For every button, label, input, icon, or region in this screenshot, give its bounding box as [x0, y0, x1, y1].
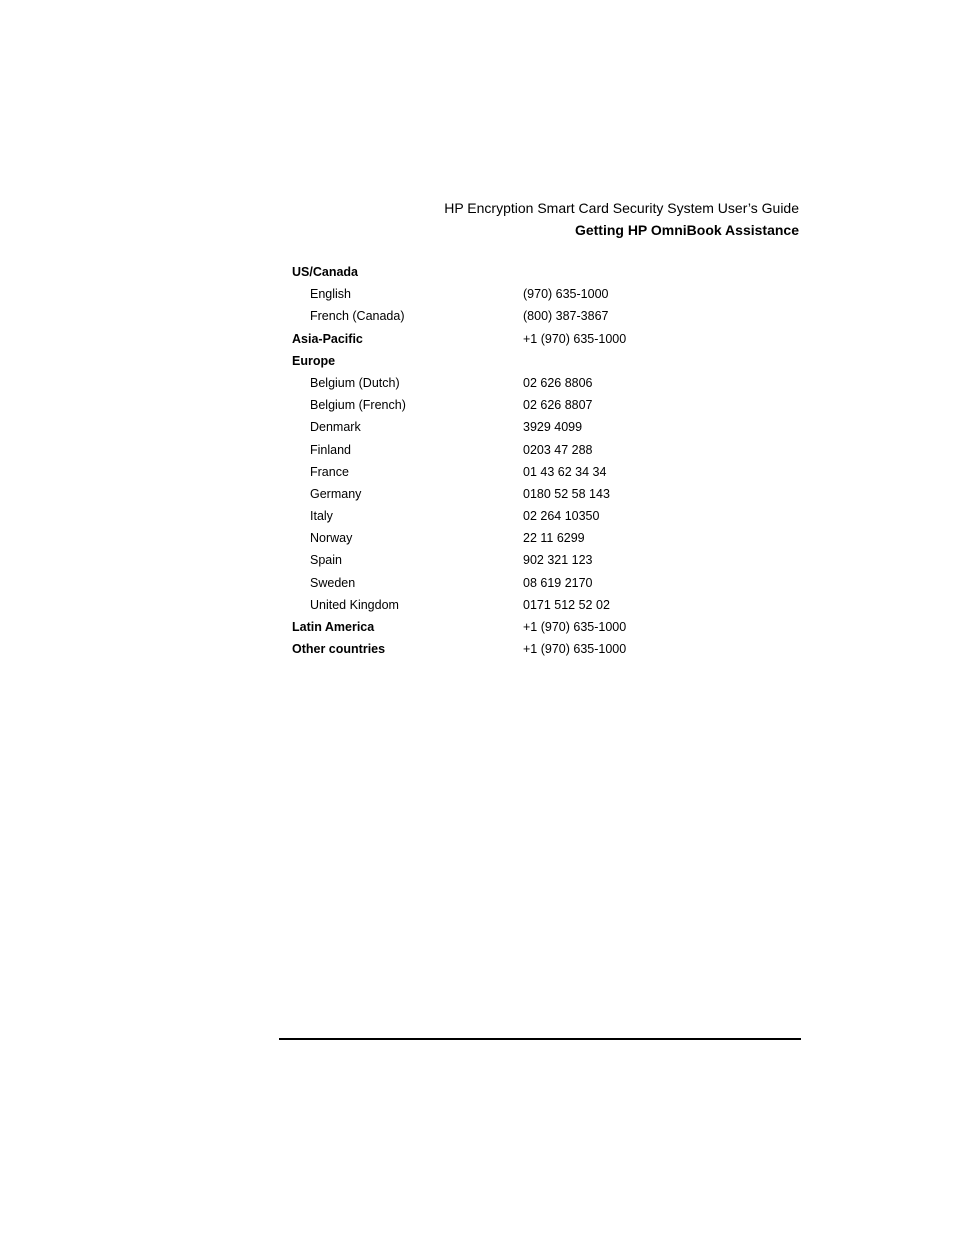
phone-number: 02 264 10350 — [523, 509, 600, 524]
country-row — [292, 305, 792, 327]
country-row — [292, 594, 792, 616]
country-label: Norway — [310, 531, 353, 546]
country-label: English — [310, 287, 351, 302]
country-label: United Kingdom — [310, 597, 399, 612]
phone-number: 0171 512 52 02 — [523, 597, 610, 612]
footer-divider — [279, 1038, 801, 1040]
phone-number: +1 (970) 635-1000 — [523, 642, 627, 657]
phone-number: 3929 4099 — [523, 420, 583, 435]
country-row — [292, 394, 792, 416]
region-label: Asia-Pacific — [292, 331, 363, 346]
country-row — [292, 527, 792, 549]
region-row — [292, 261, 792, 283]
region-row — [292, 616, 792, 638]
phone-number: (970) 635-1000 — [523, 287, 609, 302]
region-row — [292, 638, 792, 660]
country-label: Italy — [310, 509, 333, 524]
country-label: France — [310, 464, 349, 479]
country-label: Belgium (Dutch) — [310, 375, 400, 390]
phone-number: 02 626 8807 — [523, 398, 593, 413]
country-label: Denmark — [310, 420, 361, 435]
phone-number: 01 43 62 34 34 — [523, 464, 607, 479]
country-row — [292, 549, 792, 571]
region-label: Other countries — [292, 642, 386, 657]
phone-number: (800) 387-3867 — [523, 309, 609, 324]
phone-number: +1 (970) 635-1000 — [523, 620, 627, 634]
country-label: Belgium (French) — [310, 398, 406, 413]
phone-number: 0203 47 288 — [523, 442, 593, 457]
phone-number: +1 (970) 635-1000 — [523, 331, 627, 346]
country-label: French (Canada) — [310, 309, 405, 324]
country-label: Spain — [310, 553, 342, 568]
phone-number: 22 11 6299 — [523, 531, 585, 546]
region-label: Latin America — [292, 620, 375, 634]
country-row — [292, 572, 792, 594]
phone-number: 0180 52 58 143 — [523, 486, 610, 501]
phone-number: 02 626 8806 — [523, 375, 593, 390]
country-label: Germany — [310, 486, 362, 501]
country-row — [292, 461, 792, 483]
document-title: HP Encryption Smart Card Security System User’s Guide — [444, 200, 799, 216]
country-row — [292, 372, 792, 394]
country-label: Sweden — [310, 575, 356, 590]
country-row — [292, 416, 792, 438]
region-label: Europe — [292, 353, 336, 368]
region-label: US/Canada — [292, 265, 358, 279]
region-row — [292, 328, 792, 350]
phone-number: 902 321 123 — [523, 553, 593, 568]
region-row — [292, 350, 792, 372]
section-title: Getting HP OmniBook Assistance — [574, 222, 799, 238]
country-row — [292, 439, 792, 461]
page-header — [444, 197, 799, 241]
country-row — [292, 505, 792, 527]
country-label: Finland — [310, 442, 351, 457]
phone-number: 08 619 2170 — [523, 575, 593, 590]
country-row — [292, 283, 792, 305]
country-row — [292, 483, 792, 505]
support-phone-list — [292, 261, 792, 660]
